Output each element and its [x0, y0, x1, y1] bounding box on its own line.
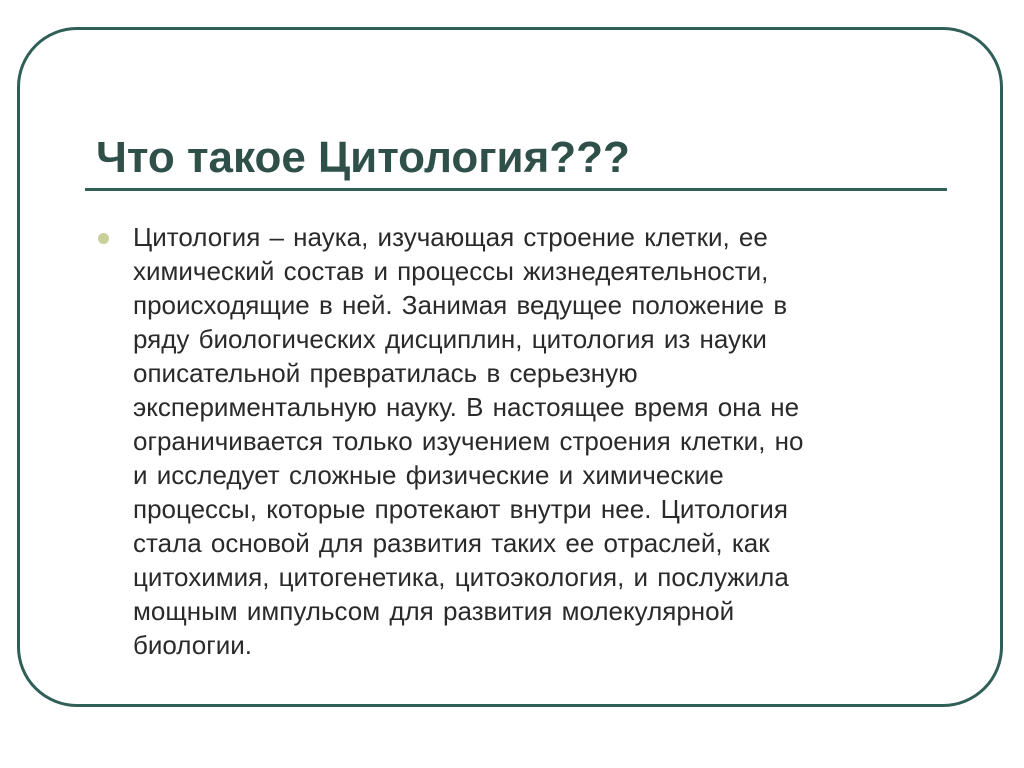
title-divider — [85, 188, 947, 191]
paragraph-line: химический состав и процессы жизнедеятельности, — [133, 256, 769, 286]
paragraph-line: экспериментальную науку. В настоящее время она не — [133, 392, 800, 422]
paragraph-line: биологии. — [133, 630, 252, 660]
paragraph-line: и исследует сложные физические и химические — [133, 460, 724, 490]
definition-paragraph — [133, 220, 923, 662]
paragraph-line: ограничивается только изучением строения клетки, но — [133, 426, 804, 456]
paragraph-line: ряду биологических дисциплин, цитология из науки — [133, 324, 767, 354]
bullet-dot-icon — [98, 233, 109, 244]
paragraph-line: описательной превратилась в серьезную — [133, 358, 638, 388]
paragraph-line: происходящие в ней. Занимая ведущее положение в — [133, 290, 788, 320]
paragraph-line: процессы, которые протекают внутри нее. Цитология — [133, 494, 788, 524]
paragraph-line: мощным импульсом для развития молекулярной — [133, 596, 735, 626]
paragraph-line: Цитология – наука, изучающая строение клетки, ее — [133, 222, 768, 252]
paragraph-line: стала основой для развития таких ее отраслей, как — [133, 528, 770, 558]
slide-title: Что такое Цитология??? — [96, 133, 630, 182]
paragraph-line: цитохимия, цитогенетика, цитоэкология, и послужила — [133, 562, 789, 592]
